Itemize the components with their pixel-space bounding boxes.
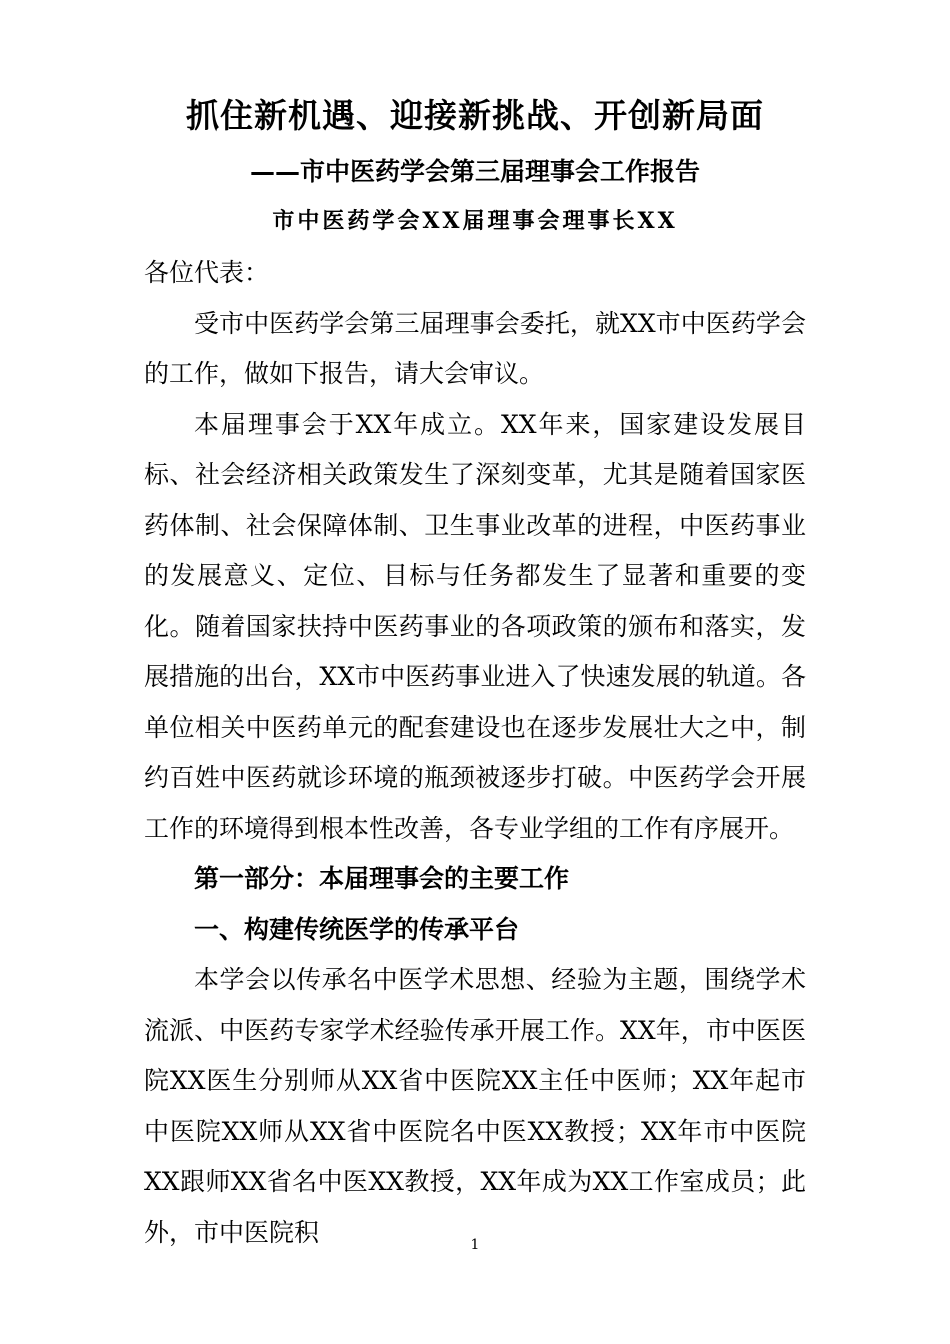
salutation: 各位代表： bbox=[144, 258, 270, 287]
paragraph: 本届理事会于XX年成立。XX年来，国家建设发展目标、社会经济相关政策发生了深刻变革，尤其是随着国家医药体制、社会保障体制、卫生事业改革的进程，中医药事业的发展意义、定位、目标与任务都发生了显著和重要的变化。随着国家扶持中医药事业的各项政策的颁布和落实，发展措施的出台，XX市中医药事业进入了快速发展的轨道。各单位相关中医药单元的配套建设也在逐步发展壮大之中，制约百姓中医药就诊环境的瓶颈被逐步打破。中医药学会开展工作的环境得到根本性改善，各专业学组的工作有序展开。 bbox=[144, 409, 806, 843]
page-number: 1 bbox=[470, 1237, 480, 1253]
paragraph: 本学会以传承名中医学术思想、经验为主题，围绕学术流派、中医药专家学术经验传承开展工作。XX年，市中医医院XX医生分别师从XX省中医院XX主任中医师；XX年起市中医院XX师从XX省中医院名中医XX教授；XX年市中医院XX跟师XX省名中医XX教授，XX年成为XX工作室成员；此外，市中医院积 bbox=[144, 965, 806, 1247]
document-body bbox=[144, 248, 806, 1258]
document-subtitle: ——市中医药学会第三届理事会工作报告 bbox=[249, 157, 700, 186]
section-heading: 一、构建传统医学的传承平台 bbox=[194, 914, 520, 944]
part-heading: 第一部分：本届理事会的主要工作 bbox=[194, 864, 570, 893]
document-title: 抓住新机遇、迎接新挑战、开创新局面 bbox=[186, 96, 764, 135]
document-author: 市中医药学会XX届理事会理事长XX bbox=[272, 208, 678, 234]
paragraph: 受市中医药学会第三届理事会委托，就XX市中医药学会的工作，做如下报告，请大会审议。 bbox=[144, 308, 806, 388]
